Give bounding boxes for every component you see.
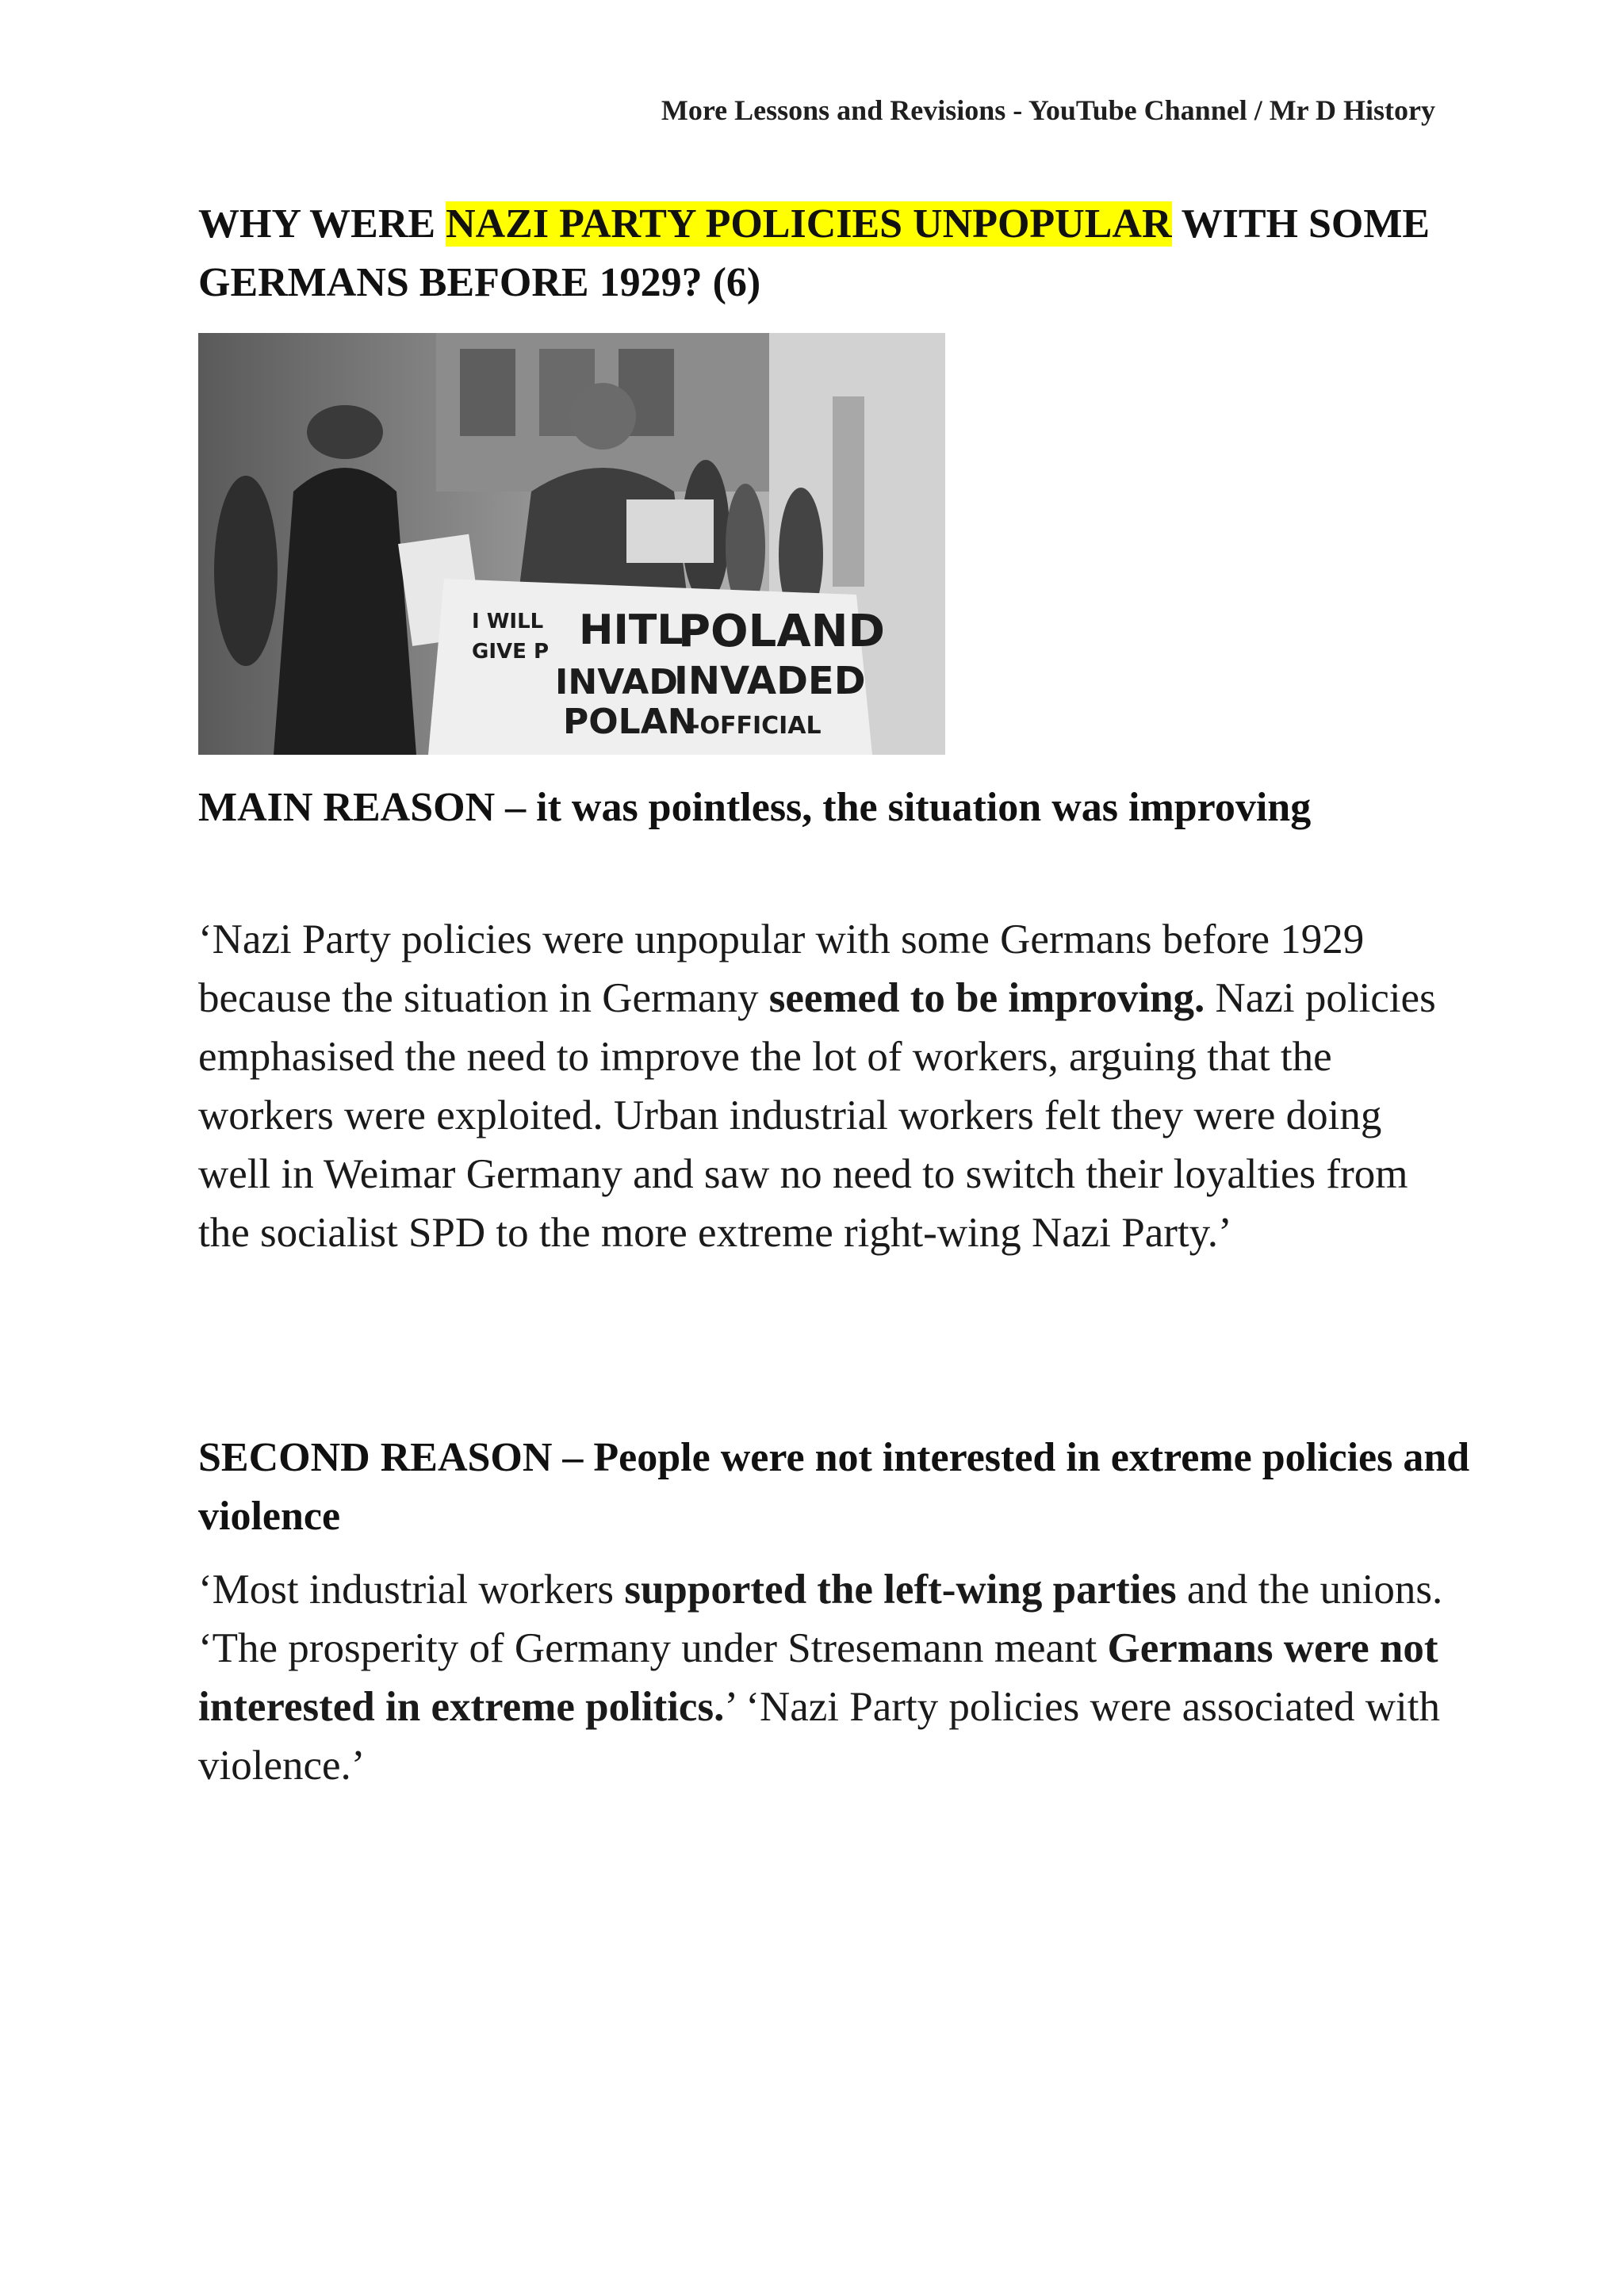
page-header: More Lessons and Revisions - YouTube Channel / Mr D History [661,94,1435,126]
section2-paragraph [198,1560,1443,1795]
section2-text-a: ‘Most industrial workers [198,1567,625,1613]
section1-bold-a: seemed to be improving. [768,975,1205,1021]
photo-illustration [198,333,945,755]
sign-left-line4: POLAN [563,702,697,742]
sign-right-line4: -OFFICIAL [690,712,822,740]
sign-right-line1: HITL [579,607,684,654]
section2-bold-a: supported the left-wing parties [624,1567,1177,1613]
section2-text-b: and the unions. ‘The prosperity of Germany under Stresemann meant [198,1567,1443,1671]
historical-photo [198,333,945,755]
section1-text-b: Nazi policies emphasised the need to improve the lot of workers, arguing that the workers were exploited. Urban industrial workers felt they were doing well in Weimar Germany and saw no need to switch their loyalties from the socialist SPD to the more extreme right-wing Nazi Party.’ [198,975,1436,1256]
sign-left-line2: GIVE P [472,640,550,664]
section2-bold-b: Germans were not interested in extreme politics. [198,1625,1438,1730]
sign-left-line1: I WILL [472,610,544,633]
sign-right-line3: INVADED [674,659,866,703]
section1-text-a: ‘Nazi Party policies were unpopular with some Germans before 1929 because the situation in Germany [198,916,1365,1021]
title-highlight: NAZI PARTY POLICIES UNPOPULAR [446,201,1172,247]
sign-left-line3: INVAD [555,662,678,702]
title-prefix: WHY WERE [198,201,446,247]
section2-heading: SECOND REASON – People were not interested in extreme policies and violence [198,1435,1470,1539]
section1-paragraph [198,910,1443,1262]
page-title [198,195,1467,312]
section2-text-c: ’ ‘Nazi Party policies were associated with violence.’ [198,1684,1440,1789]
title-suffix: WITH SOME GERMANS BEFORE 1929? (6) [198,201,1431,305]
sign-right-line2: POLAND [678,606,886,657]
section1-heading: MAIN REASON – it was pointless, the situation was improving [198,785,1312,830]
